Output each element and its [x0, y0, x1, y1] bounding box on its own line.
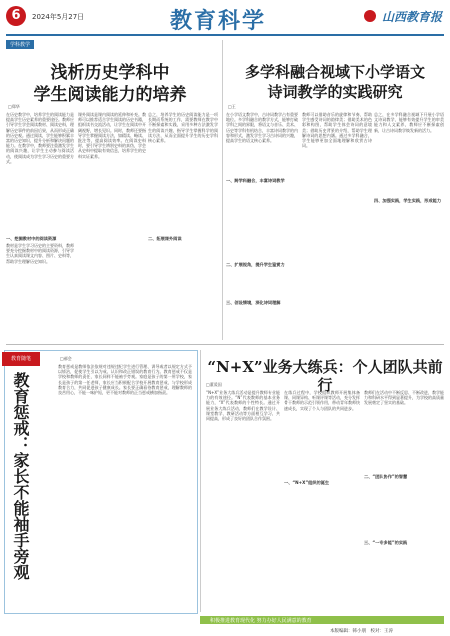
article1-title — [10, 62, 210, 106]
article1-subhead-2: 二、拓展课外阅读 — [148, 236, 182, 241]
article2-body-col3: 总之，在多学科融合视域下开展小学语文诗词教学，能够有效提升学生的审美能力和人文素养，教师应不断探索创新，让古诗词教学焕发新的活力。 — [374, 112, 444, 133]
issue-date: 2024年5月27日 — [32, 13, 85, 21]
article4-body-col2: 在练兵过程中，学校组织教师开展集体备课、同课异构、听课评课等活动，充分发挥骨干教师的示范引领作用，带动青年教师快速成长，实现了个人与团队的共同进步。 — [284, 390, 360, 411]
brand-logo-icon — [364, 10, 376, 22]
section-title: 教育科学 — [170, 8, 267, 34]
article1-body-col2: 课外阅读是课内阅读的延伸和补充。教师可以推荐适合学生阅读的历史书籍，组织读书交流活动，让学生在阅读中开阔视野，增长见识。同时，教师还要指导学生掌握阅读方法，如精读、略读、批注等，提高阅读效率。在阅读史料时，要引导学生辨别史料的真伪，学会从史料中提取有效信息，培养学生的史料实证素养。 — [78, 112, 146, 159]
article2-subhead-4: 四、加强实践，学生实践，形成能力 — [374, 198, 442, 203]
page-number: 6 — [6, 6, 26, 26]
article2-title-line2: 诗词教学的实践研究 — [267, 83, 403, 101]
article1-body-col1: 在历史教学中，培养学生的阅读能力是提高学生历史素养的重要途径。教师应引导学生学会阅读教材、阅读史料，理解历史事件的前因后果，从而形成正确的历史观。通过阅读，学生能够积累丰富的历史知识，提升分析和解决问题的能力。在教学中，教师要注重激发学生的阅读兴趣，让学生主动参与阅读活动，使阅读成为学生学习历史的重要方式。 — [6, 112, 74, 164]
article4-body-col1: “N+X”业务大练兵活动是提升教师专业能力的有效途径。“N”代表教师的基本业务能力，“X”代表教师的个性特长。通过开展业务大练兵活动，教师们在教学设计、课堂教学、教研活动等方面相互学习、共同提高，形成了良好的团队合作氛围。 — [206, 390, 280, 422]
article2-title-line1: 多学科融合视域下小学语文 — [244, 63, 425, 81]
article2-title — [226, 62, 444, 102]
article2-byline: □王 — [228, 104, 236, 109]
article1-byline: □郑华 — [8, 104, 20, 109]
article4-subhead-3: 三、“一专多能”的实践 — [364, 540, 408, 545]
article2-subhead-3: 三、创设情境，深化诗词理解 — [226, 300, 281, 305]
article2-body-col1: 在小学语文教学中，古诗词教学占有重要地位。多学科融合的教学方式，能够打破学科之间的界限，将语文与音乐、美术、历史等学科有机结合，丰富诗词教学的内容和形式，激发学生学习古诗词的兴趣，提高学生的语文核心素养。 — [226, 112, 298, 144]
article3-byline: □郝会 — [60, 356, 72, 361]
section-divider — [6, 344, 444, 345]
editor-credit: 本版编辑：韩小朋 校对：王涛 — [330, 629, 393, 634]
article1-subhead-1: 一、挖掘教材中的阅读资源 — [6, 236, 57, 241]
article1-body-col1b: 教材是学生学习历史的主要资料，教师要充分挖掘教材中的阅读资源，引导学生认真阅读课文内容、图片、史料等，帮助学生理解历史知识。 — [6, 243, 74, 264]
article3-column-label: 教育随笔 — [2, 352, 40, 366]
column-divider — [222, 40, 223, 340]
article4-subhead-2: 二、“团队协作”的智慧 — [364, 474, 408, 479]
article4-byline: □董爱国 — [206, 382, 222, 387]
brand-name: 山西教育报 — [381, 10, 442, 24]
column-divider-lower — [200, 350, 201, 612]
header-rule — [6, 34, 444, 36]
article2-subhead-1: 一、跨学科融合，丰富诗词教学 — [226, 178, 285, 183]
article2-body-col2: 教师可以借助音乐的旋律和节奏，帮助学生感受诗词的韵律美；借助美术的色彩和构图，帮助学生体会诗词的意境美；借助历史背景的介绍，帮助学生理解诗词的思想内涵。通过多学科融合，学生能够更加全面地理解和欣赏古诗词。 — [302, 112, 372, 149]
article1-title-line2: 学生阅读能力的培养 — [33, 85, 187, 105]
article4-title: “N+X”业务大练兵：个人团队共前行 — [207, 358, 443, 394]
footer-banner-text: 积极推进教育现代化 努力办好人民满意的教育 — [210, 618, 312, 624]
article2-subhead-2: 二、扩展视角，提升学生鉴赏力 — [226, 262, 285, 267]
column-tag: 学科教学 — [6, 40, 34, 49]
article1-body-col3: 总之，培养学生的历史阅读能力是一项长期而系统的工作，需要教师在教学中不断探索和实践，采用多种方法激发学生的阅读兴趣，指导学生掌握科学的阅读方法，从而全面提升学生的历史学科核心素养。 — [148, 112, 218, 144]
article4-body-col3: 教师们在活动中不断反思、不断改进，教学能力和科研水平得到显著提升，为学校的高质量发展奠定了坚实的基础。 — [364, 390, 444, 406]
article1-title-line1: 浅析历史学科中 — [50, 63, 170, 83]
article4-subhead-1: 一、“N+X”组织的诞生 — [284, 480, 330, 485]
page-header — [0, 0, 450, 34]
article3-body: 教育惩戒是教师依法依规对违规违纪学生进行管理、训导或者以规定方式予以矫治，促使学生引以为戒、认识和改正错误的教育行为。教育惩戒不仅是学校和教师的责任，家长同样不能袖手旁观。家庭是孩子的第一所学校，家长是孩子的第一任老师，家长应当积极配合学校开展教育惩戒，与学校形成教育合力，共同促进孩子健康成长。家长要正确看待教育惩戒，理解教师的良苦用心，不能一味护短，更不能对教师的正当惩戒横加指责。 — [58, 364, 192, 396]
article3-title: 教育惩戒：家长不能袖手旁观 — [11, 372, 30, 580]
